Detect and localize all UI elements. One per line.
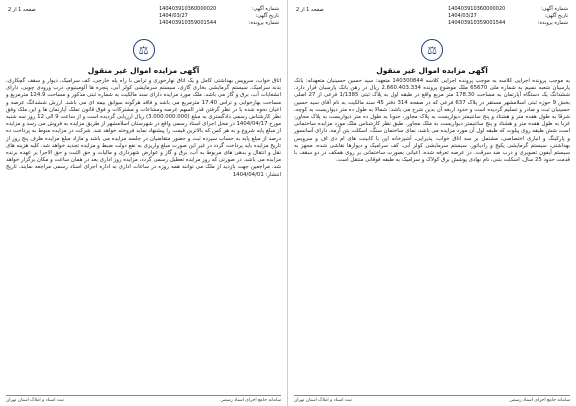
- page-number: صفحه 1 از 2: [8, 7, 36, 13]
- notice-body: اتاق خواب، سرویس بهداشتی کامل و یک اتاق نهارخوری و تراس با راه پله خارجی، کف سرامیک، دیوار و سقف گچکاری، بدنه سرامیک، سیستم گرمایشی بخاری گازی، سیستم سرمایشی کولر آبی، پنجره ها آلومینیوم، درب ورودی چوبی، دارای انشعابات آب، برق و گاز می باشد. ملک مورد مزایده دارای سند مالکیت به شماره ثبتی مذکور و مساحت 124.9 مترمربع و مساحت بهارخوابی و تراس 17.40 مترمربع می باشد و فاقد هرگونه سوابق بیمه ای می باشد. ارزش ششدانگ عرصه و اعیان نحوه شده با در نظر گرفتن قدر السهم عرصه ومشاعات و مشترکات و فوق قانون تملک آپارتمان ها و این ملک وفق نظر کارشناس رسمی دادگستری به مبلغ (3.000.000.000) ریال ارزیابی گردیده است و از ساعت 9 الی 12 روز سه شنبه مورخ 1404/04/17 در محل اجرای اسناد رسمی واقع در شهرستان اسلامشهر از طریق مزایده به فروش می رسد و مزایده از مبلغ پایه شروع و به هر کس که بالاترین قیمت را پیشنهاد نماید فروخته خواهد شد. شرکت در مزایده منوط به پرداخت ده درصد از مبلغ پایه به حساب سپرده ثبت و حضور متقاضیان در جلسه مزایده می باشد و مازاد مبلغ مزایده ظرف پنج روز از تاریخ مزایده باید پرداخت گردد در غیر این صورت مبلغ واریزی به نفع دولت ضبط و مزایده تجدید خواهد شد. کلیه هزینه های نقل و انتقال و بدهی های مربوط به آب، برق و گاز و عوارض شهرداری و مالیات و حق الثبت و حق الاجرا بر عهده برنده مزایده می باشد. در صورتی که روز مزایده تعطیل رسمی گردد، مزایده روز اداری بعد در همان ساعت و مکان برگزار خواهد شد. مراجعین جهت بازدید از ملک می توانند همه روزه در ساعات اداری به اداره اجرای اسناد رسمی مراجعه نمایند. تاریخ انتشار: 1404/04/01: [6, 78, 282, 178]
- footer-org: ثبت اسناد و املاک استان تهران: [294, 398, 352, 403]
- notice-label: شماره آگهی:: [540, 6, 568, 12]
- notice-meta: [159, 6, 279, 27]
- footer-system: سامانه جامع اجرای اسناد رسمی: [509, 398, 570, 403]
- page-header: [6, 4, 281, 36]
- notice-title: آگهی مزایده اموال غیر منقول: [87, 66, 200, 75]
- notice-label: شماره آگهی:: [251, 6, 279, 12]
- notice-title: آگهی مزایده اموال غیر منقول: [376, 66, 488, 75]
- file-number: 140403910359001544: [159, 20, 217, 26]
- notice-date: 1404/03/27: [159, 13, 188, 19]
- page-footer: [6, 395, 281, 404]
- ref-label: شماره پرونده:: [248, 20, 279, 26]
- notice-body: به موجب پرونده اجرایی کلاسه به موجب پرونده اجرایی کلاسه 140300844 متعهد: سید حسین حسینیان متعهدله: بانک پارسیان شعبه نسیم به شماره ملی 65670 ملک موضوع پرونده 2.660.403.334 ریال در رهن بانک پارسیان قرار دارد. ششدانگ یک دستگاه آپارتمان به مساحت 178.30 متر مربع واقع در طبقه اول به پلاک ثبتی 1/1385 فرعی از 27 اصلی بخش 9 حوزه ثبتی اسلامشهر مستقر در پلاک 637 فرعی که در صفحه 314 دفتر 45 سند مالکیت به نام آقای سید حسین حسینیان ثبت و صادر و تسلیم گردیده است و حدود اربعه آن بدین شرح می باشد: شمالا به طول ده متر دیواریست به کوچه، شرقا به طول هفده متر و هشتاد و پنج سانتیمتر دیواریست به پلاک مجاور، جنوبا به طول ده متر دیواریست به پلاک مجاور، غربا به طول هفده متر و هشتاد و پنج سانتیمتر دیواریست به ملک مجاور. طبق نظر کارشناس ملک مورد مزایده ساختمانی است شش طبقه روی پیلوت که طبقه اول آن مورد مزایده می باشد، نمای ساختمان سنگ، اسکلت بتن آرمه، دارای آسانسور و پارکینگ و انباری اختصاصی، مشتمل بر سه اتاق خواب، پذیرایی، آشپزخانه اپن با کابینت های ام دی اف و سرویس بهداشتی، سیستم گرمایشی پکیج و رادیاتور، سیستم سرمایشی کولر آبی، کف سرامیک و دیوارها نقاشی شده، مجهز به سیستم آیفون تصویری و درب ضد سرقت. در عرصه تعرفه شده، اعیانی بصورت ساختمانی بر روی همکف در دو سقف با قدمت حدود 25 سال، اسکلت بتنی، نام نهادی پوشش برق کولاک و سرامیک به طبقه فوقانی منتقل است.: [294, 78, 570, 164]
- date-label: تاریخ آگهی:: [255, 13, 279, 19]
- page-footer: [294, 395, 570, 404]
- footer-system: سامانه جامع اجرای اسناد رسمی: [220, 398, 281, 403]
- footer-org: ثبت اسناد و املاک استان تهران: [6, 398, 64, 403]
- file-number: 140403910359001544: [448, 20, 506, 26]
- notice-meta: [448, 6, 568, 27]
- registry-emblem-icon: ⚖: [421, 39, 443, 61]
- page-number: صفحه 1 از 2: [296, 7, 324, 13]
- registry-emblem-icon: ⚖: [133, 39, 155, 61]
- notice-number: 140403910360000020: [448, 6, 506, 12]
- date-label: تاریخ آگهی:: [544, 13, 568, 19]
- page-header: [294, 4, 570, 36]
- notice-date: 1404/03/27: [448, 13, 477, 19]
- notice-number: 140403910360000020: [159, 6, 217, 12]
- ref-label: شماره پرونده:: [537, 20, 568, 26]
- document-page-right: [288, 0, 576, 406]
